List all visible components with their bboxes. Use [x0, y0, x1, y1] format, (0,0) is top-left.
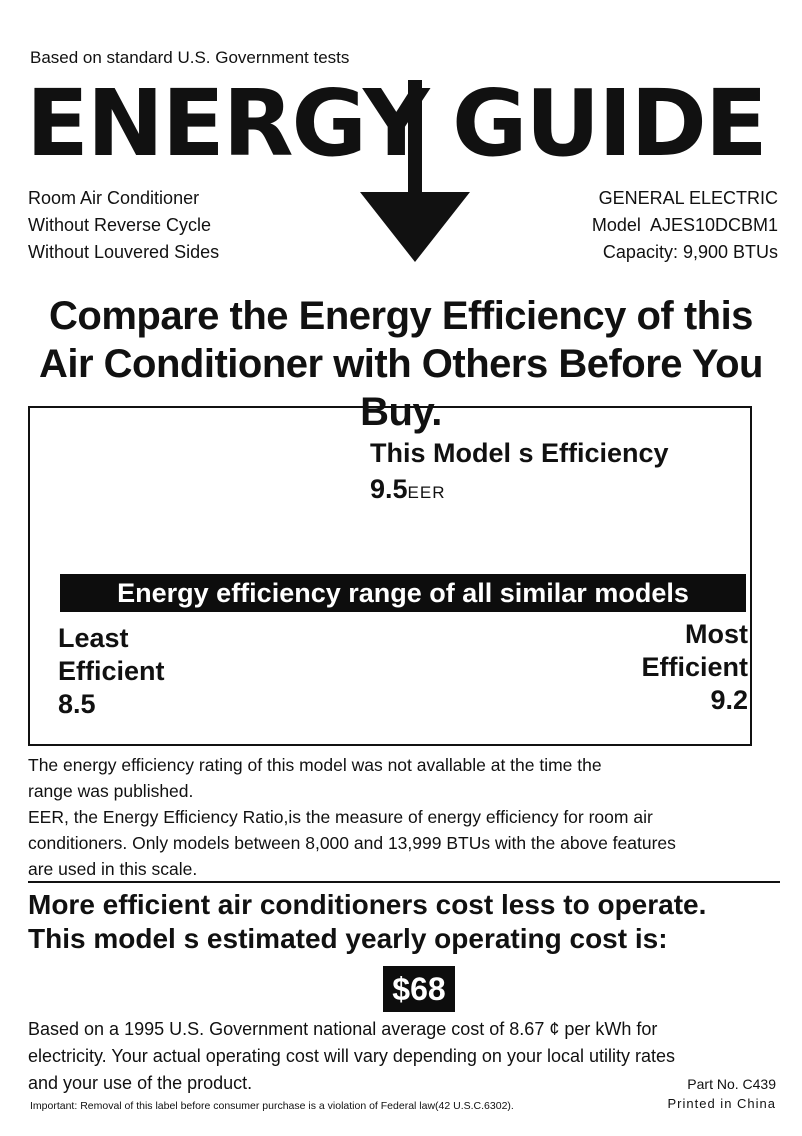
basis-line: electricity. Your actual operating cost will vary depending on your local utility rates	[28, 1046, 676, 1066]
least-label: Efficient	[58, 656, 165, 686]
brand-guide: GUIDE	[452, 70, 766, 177]
cost-headline	[28, 888, 706, 956]
note-line: EER, the Energy Efficiency Ratio,is the measure of energy efficiency for room air	[28, 807, 653, 827]
printed-in: Printed in China	[667, 1096, 776, 1111]
note-line: The energy efficiency rating of this model was not avallable at the time the	[28, 755, 602, 775]
this-model-label: This Model s Efficiency	[370, 438, 669, 468]
yearly-cost: $68	[383, 966, 455, 1012]
least-efficient	[58, 622, 165, 721]
eer-value: 9.5	[370, 474, 408, 504]
manufacturer: GENERAL ELECTRIC	[598, 188, 778, 208]
cost-line: This model s estimated yearly operating cost is:	[28, 923, 668, 954]
appliance-feature: Without Louvered Sides	[28, 242, 220, 262]
top-note: Based on standard U.S. Government tests	[30, 48, 350, 67]
basis-line: Based on a 1995 U.S. Government national average cost of 8.67 ¢ per kWh for	[28, 1019, 658, 1039]
divider	[28, 881, 780, 883]
appliance-feature: Without Reverse Cycle	[28, 215, 212, 235]
most-label: Efficient	[641, 652, 748, 682]
note-line: are used in this scale.	[28, 859, 198, 879]
least-value: 8.5	[58, 689, 96, 719]
least-label: Least	[58, 623, 129, 653]
range-title-bar: Energy efficiency range of all similar models	[60, 574, 746, 612]
legal-notice: Important: Removal of this label before consumer purchase is a violation of Federal law(42 U.S.C.6302).	[30, 1100, 514, 1112]
cost-basis	[28, 1016, 778, 1097]
eer-unit: EER	[407, 483, 446, 502]
most-value: 9.2	[710, 685, 748, 715]
basis-line: and your use of the product.	[28, 1073, 253, 1093]
eer-notes	[28, 752, 778, 882]
product-info	[592, 185, 778, 266]
appliance-info	[28, 185, 219, 266]
cost-line: More efficient air conditioners cost less to operate.	[28, 889, 707, 920]
model-number: Model AJES10DCBM1	[591, 215, 778, 235]
capacity: Capacity: 9,900 BTUs	[602, 242, 778, 262]
note-line: range was published.	[28, 781, 194, 801]
most-efficient	[641, 618, 748, 717]
headline-line: Compare the Energy Efficiency of this	[49, 294, 753, 338]
brand-energy: ENERGY	[26, 70, 428, 177]
this-model-eer	[370, 474, 446, 505]
appliance-type: Room Air Conditioner	[28, 188, 200, 208]
headline-line: Air Conditioner with Others Before You Buy.	[38, 342, 763, 434]
most-label: Most	[685, 619, 748, 649]
part-number: Part No. C439	[687, 1076, 776, 1092]
note-line: conditioners. Only models between 8,000 and 13,999 BTUs with the above features	[28, 833, 676, 853]
